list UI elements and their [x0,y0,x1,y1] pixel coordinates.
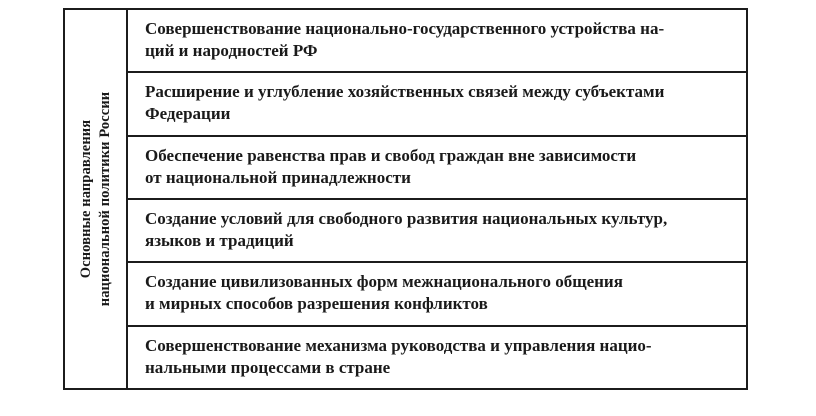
direction-text-line-1: Расширение и углубление хозяйственных связей между субъектами [145,82,665,102]
direction-row-6 [128,327,746,388]
direction-text-line-2: Федерации [145,104,231,124]
direction-text-line-2: ций и народностей РФ [145,41,318,60]
side-category-label [77,29,115,369]
direction-text [145,335,736,379]
direction-text [145,208,736,252]
direction-text-line-2: и мирных способов разрешения конфликтов [145,294,488,314]
policy-directions-diagram [63,8,748,390]
side-label-line-1: Основные направления [77,119,94,279]
direction-text [145,81,736,125]
direction-text-line-1: Обеспечение равенства прав и свобод граждан вне зависимости [145,145,637,165]
direction-row-5 [128,263,746,326]
direction-text-line-1: Совершенствование механизма руководства и управления нацио- [145,335,652,355]
direction-text-line-1: Создание цивилизованных форм межнационального общения [145,272,623,292]
direction-text [145,271,736,315]
direction-text-line-2: от национальной принадлежности [145,167,411,187]
side-category-cell [65,10,128,388]
direction-text-line-1: Создание условий для свободного развития национальных культур, [145,208,668,228]
direction-text [145,145,736,189]
directions-list [128,10,746,388]
direction-text [145,18,736,62]
direction-text-line-2: языков и традиций [145,230,294,250]
direction-text-line-1: Совершенствование национально-государственного устройства на- [145,19,665,38]
direction-row-3 [128,137,746,200]
direction-row-1 [128,10,746,73]
direction-row-2 [128,73,746,136]
side-label-line-2: национальной политики России [96,91,113,307]
direction-text-line-2: нальными процессами в стране [145,357,391,377]
direction-row-4 [128,200,746,263]
